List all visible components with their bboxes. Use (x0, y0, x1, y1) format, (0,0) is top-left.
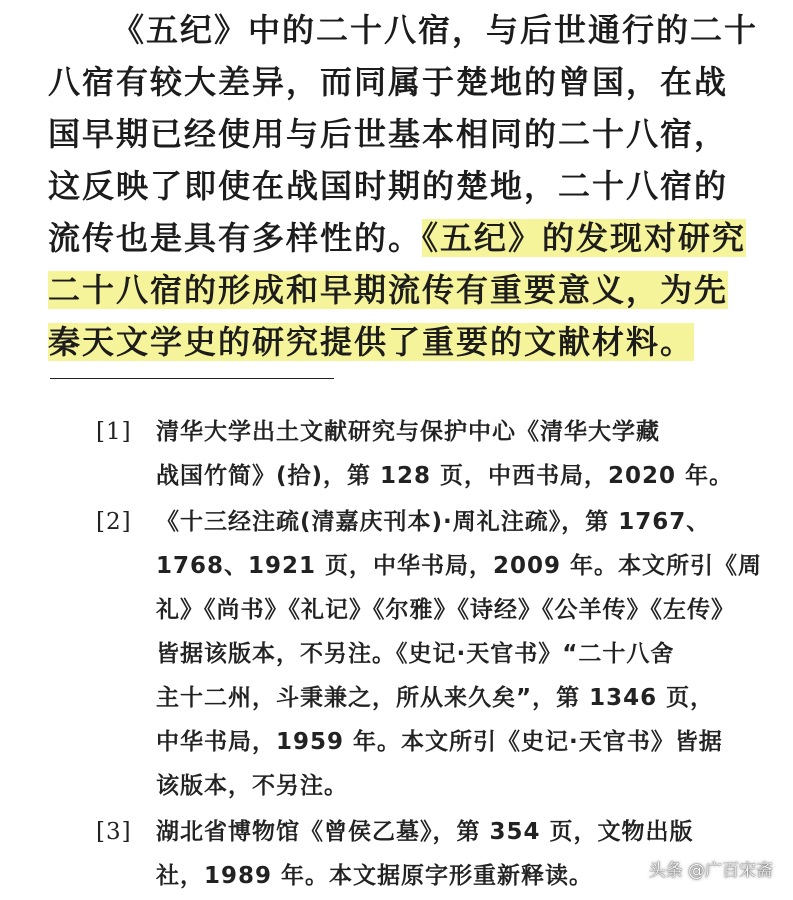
paragraph-line (48, 212, 747, 264)
footnote-number: [1] (96, 419, 132, 445)
watermark: 头条 @广百宋斋 (648, 861, 773, 881)
footnote-line: 清华大学出土文献研究与保护中心《清华大学藏 (156, 419, 660, 445)
footnote-number: [2] (96, 509, 132, 535)
paragraph-line (48, 264, 728, 316)
footnote-text (156, 410, 736, 498)
footnote-line: 中华书局，1959 年。本文所引《史记·天官书》皆据 (156, 729, 723, 755)
footnote-divider (50, 378, 334, 379)
footnote-line: 1768、1921 页，中华书局，2009 年。本文所引《周 (156, 553, 763, 579)
paragraph-line: 国早期已经使用与后世基本相同的二十八宿， (48, 115, 729, 153)
footnote-2 (96, 500, 763, 808)
footnote-1 (96, 410, 736, 498)
footnote-line: 礼》《尚书》《礼记》《尔雅》《诗经》《公羊传》《左传》 (156, 597, 735, 623)
footnote-line: 皆据该版本，不另注。《史记·天官书》“二十八舍 (156, 641, 675, 667)
paragraph-line (48, 316, 728, 368)
footnote-line: 社，1989 年。本文据原字形重新释读。 (156, 863, 594, 889)
footnote-line: 战国竹简》(拾)，第 128 页，中西书局，2020 年。 (156, 463, 734, 489)
footnote-line: 湖北省博物馆《曾侯乙墓》，第 354 页，文物出版 (156, 819, 694, 845)
footnote-3 (96, 810, 736, 898)
highlighted-text: 《五纪》的发现对研究 (422, 219, 747, 257)
footnote-line: 该版本，不另注。 (156, 773, 348, 799)
footnote-number: [3] (96, 819, 132, 845)
highlighted-text: 二十八宿的形成和早期流传有重要意义，为先 (48, 271, 729, 309)
footnote-text (156, 500, 763, 808)
paragraph-line: 八宿有较大差异，而同属于楚地的曾国，在战 (48, 63, 729, 101)
paragraph-text: 流传也是具有多样性的。 (48, 219, 423, 257)
highlighted-text: 秦天文学史的研究提供了重要的文献材料。 (48, 323, 695, 361)
paragraph-line: 这反映了即使在战国时期的楚地，二十八宿的 (48, 167, 729, 205)
paragraph-line: 《五纪》中的二十八宿，与后世通行的二十 (112, 11, 759, 49)
footnote-line: 《十三经注疏(清嘉庆刊本)·周礼注疏》，第 1767、 (156, 509, 711, 535)
footnotes (96, 410, 763, 900)
footnote-line: 主十二州，斗秉兼之，所从来久矣”，第 1346 页， (156, 685, 715, 711)
footnote-text (156, 810, 736, 898)
main-paragraph (48, 4, 759, 368)
